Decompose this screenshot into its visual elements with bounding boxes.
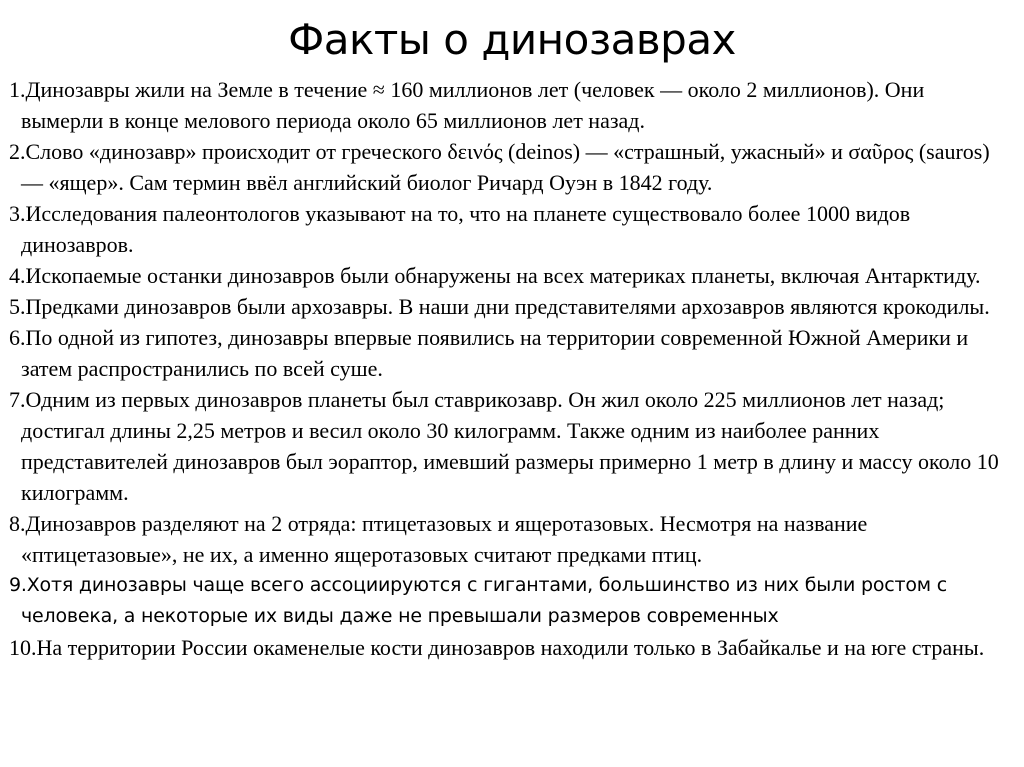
fact-item — [9, 74, 1009, 136]
fact-number: 3. — [9, 201, 26, 226]
fact-item — [9, 632, 1009, 663]
fact-text: Одним из первых динозавров планеты был ставрикозавр. Он жил около 225 миллионов лет назад; достигал длины 2,25 метров и весил около 30 килограмм. Также одним из наиболее ранних представителей динозавров был эораптор, имевший размеры примерно 1 метр в длину и массу около 10 килограмм. — [21, 387, 999, 505]
fact-item — [9, 291, 1009, 322]
slide-title: Факты о динозаврах — [288, 15, 736, 64]
fact-number: 1. — [9, 77, 26, 102]
fact-number: 8. — [9, 511, 26, 536]
fact-text: Ископаемые останки динозавров были обнаружены на всех материках планеты, включая Антарктиду. — [25, 263, 981, 288]
fact-text: Динозавров разделяют на 2 отряда: птицетазовых и ящеротазовых. Несмотря на название «птицетазовые», не их, а именно ящеротазовых считают предками птиц. — [21, 511, 868, 567]
fact-item — [9, 570, 1009, 632]
fact-number: 10. — [9, 635, 37, 660]
fact-item — [9, 198, 1009, 260]
fact-text: Слово «динозавр» происходит от греческого δεινός (deinos) — «страшный, ужасный» и σαῦρος (sauros) — «ящер». Сам термин ввёл английский биолог Ричард Оуэн в 1842 году. — [21, 139, 990, 195]
fact-number: 9. — [9, 574, 27, 596]
fact-item — [9, 260, 1009, 291]
fact-number: 2. — [9, 139, 26, 164]
fact-text: Хотя динозавры чаще всего ассоциируются с гигантами, большинство из них были ростом с человека, а некоторые их виды даже не превышали размеров современных — [21, 574, 948, 627]
fact-text: Предками динозавров были архозавры. В наши дни представителями архозавров являются крокодилы. — [25, 294, 990, 319]
fact-number: 5. — [9, 294, 26, 319]
fact-text: По одной из гипотез, динозавры впервые появились на территории современной Южной Америки и затем распространились по всей суше. — [21, 325, 969, 381]
fact-number: 4. — [9, 263, 26, 288]
fact-item — [9, 136, 1009, 198]
fact-item — [9, 384, 1009, 508]
fact-text: Динозавры жили на Земле в течение ≈ 160 миллионов лет (человек — около 2 миллионов). Они вымерли в конце мелового периода около 65 миллионов лет назад. — [21, 77, 925, 133]
fact-text: На территории России окаменелые кости динозавров находили только в Забайкалье и на юге страны. — [36, 635, 985, 660]
facts-list — [9, 74, 1009, 663]
fact-text: Исследования палеонтологов указывают на то, что на планете существовало более 1000 видов динозавров. — [21, 201, 911, 257]
fact-number: 7. — [9, 387, 26, 412]
fact-number: 6. — [9, 325, 26, 350]
fact-item — [9, 322, 1009, 384]
fact-item — [9, 508, 1009, 570]
